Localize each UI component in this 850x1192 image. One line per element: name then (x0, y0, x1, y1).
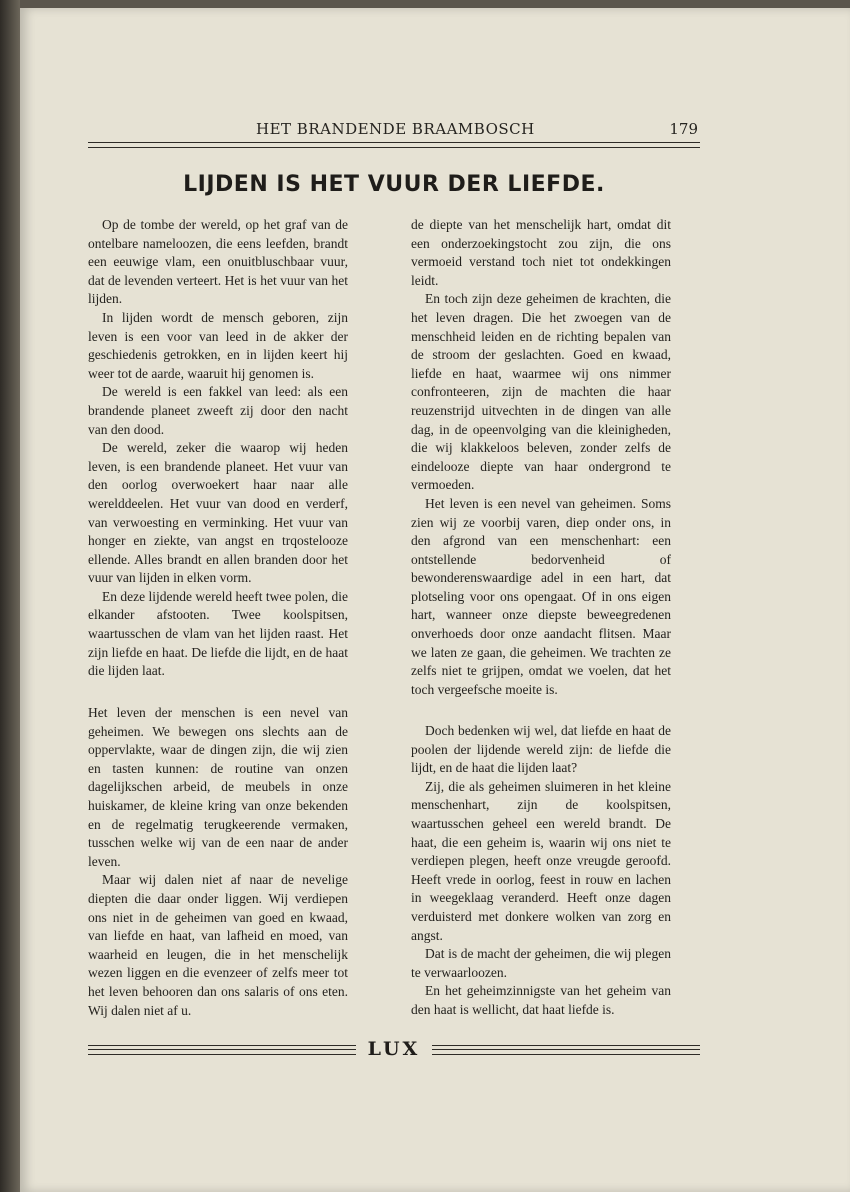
footer-rule-right (432, 1045, 700, 1055)
page-footer (88, 1038, 700, 1062)
paragraph: En het geheimzinnigste van het geheim van den haat is wellicht, dat haat liefde is. (411, 983, 671, 1017)
paragraph: De wereld is een fakkel van leed: als een brandende planeet zweeft zij door den nacht van den dood. (88, 384, 348, 437)
right-column-bottom (411, 722, 671, 1020)
paragraph: En deze lijdende wereld heeft twee polen, die elkander afstooten. Twee koolspitsen, waartusschen de vlam van het lijden raast. Het zijn liefde en haat. De liefde die lijdt, en de haat die lijden laat. (88, 588, 348, 679)
header-rule (88, 142, 700, 148)
paragraph-continued: de diepte van het menschelijk hart, omdat dit een onderzoekingstocht zou zijn, die ons vermoeid verstand toch niet tot ondekkingen leidt. (411, 217, 671, 288)
paragraph: En toch zijn deze geheimen de krachten, die het leven dragen. Die het zwoegen van de menschheid leiden en de richting bepalen van de stroom der geslachten. Goed en kwaad, liefde en haat, waarmee wij ons nimmer confronteeren, zijn de machten die haar reuzenstrijd uitvechten in de dingen van alle dag, in de opeenvolging van die kleinigheden, die wij klakkeloos beleven, zonder zelfs de eindelooze diepte van haar ondergrond te vermoeden. (411, 291, 671, 493)
page-number: 179 (669, 120, 698, 138)
left-column-bottom (88, 704, 348, 1020)
paragraph: Zij, die als geheimen sluimeren in het kleine menschenhart, zijn de koolspitsen, waartusschen geheel een wereld brandt. De haat, die een geheim is, waarin wij ons niet te verdiepen plegen, heeft onze vreugde geroofd. Heeft vrede in oorlog, feest in rouw en lachen in weegeklaag veranderd. Heeft onze dagen verduisterd met donkere wolken van zorg en angst. (411, 778, 671, 943)
paragraph: Maar wij dalen niet af naar de nevelige diepten die daar onder liggen. Wij verdiepen ons niet in de geheimen van goed en kwaad, van liefde en haat, van lafheid en moed, van waarheid en leugen, die in het menschelijk wezen liggen en die evenzeer of zelfs meer tot het leven behooren dan ons salaris of ons eten. Wij dalen niet af u. (88, 872, 348, 1018)
page-header (88, 118, 700, 148)
paragraph: In lijden wordt de mensch geboren, zijn leven is een voor van leed in de akker der geschiedenis getrokken, en in lijden keert hij weer tot de aarde, waaruit hij genomen is. (88, 309, 348, 381)
running-title: HET BRANDENDE BRAAMBOSCH (256, 120, 535, 138)
paragraph: Op de tombe der wereld, op het graf van de ontelbare nameloozen, die eens leefden, brandt een eeuwige vlam, een onuitbluschbaar vuur, dat de levenden verteert. Het is het vuur van het lijden. (88, 217, 348, 307)
paragraph: Het leven is een nevel van geheimen. Soms zien wij ze voorbij varen, diep onder ons, in den afgrond van een menschenhart: een ontstellende bedorvenheid of bewonderenswaardige adel in een hart, dat plotseling voor ons opengaat. Of in ons eigen hart, wanneer onze diepste beweegredenen onverhoeds door onze aandacht flitsen. Maar we laten ze gaan, die geheimen. We trachten ze zelfs niet te grijpen, omdat we voelen, dat het toch vergeefsche moeite is. (411, 495, 671, 697)
article-title: LIJDEN IS HET VUUR DER LIEFDE. (183, 172, 605, 197)
paragraph: De wereld, zeker die waarop wij heden leven, is een brandende planeet. Het vuur van den oorlog overwoekert haar naar alle werelddeelen. Het vuur van dood en verderf, van verwoesting en verminking. Het vuur van honger en ziekte, van angst en trqostelooze ellende. Alles brandt en allen branden door het vuur van lijden in elken vorm. (88, 440, 348, 586)
paragraph: Doch bedenken wij wel, dat liefde en haat de poolen der lijdende wereld zijn: de liefde die lijdt, en de haat die lijden laat? (411, 723, 671, 776)
paragraph: Het leven der menschen is een nevel van geheimen. We bewegen ons slechts aan de oppervlakte, waar de dingen zijn, die wij zien en tasten kunnen: de routine van onzen dagelijkschen arbeid, de meubels in onze huiskamer, de kleine kring van onze bekenden en de regelmatig terugkeerende vermaken, tusschen welke wij van de een naar de ander leven. (88, 705, 348, 869)
footer-logo: LUX (367, 1038, 421, 1060)
right-column-top (411, 216, 671, 699)
paragraph: Dat is de macht der geheimen, die wij plegen te verwaarloozen. (411, 946, 671, 980)
left-column-top (88, 216, 348, 681)
footer-rule-left (88, 1045, 356, 1055)
book-gutter (0, 0, 20, 1192)
